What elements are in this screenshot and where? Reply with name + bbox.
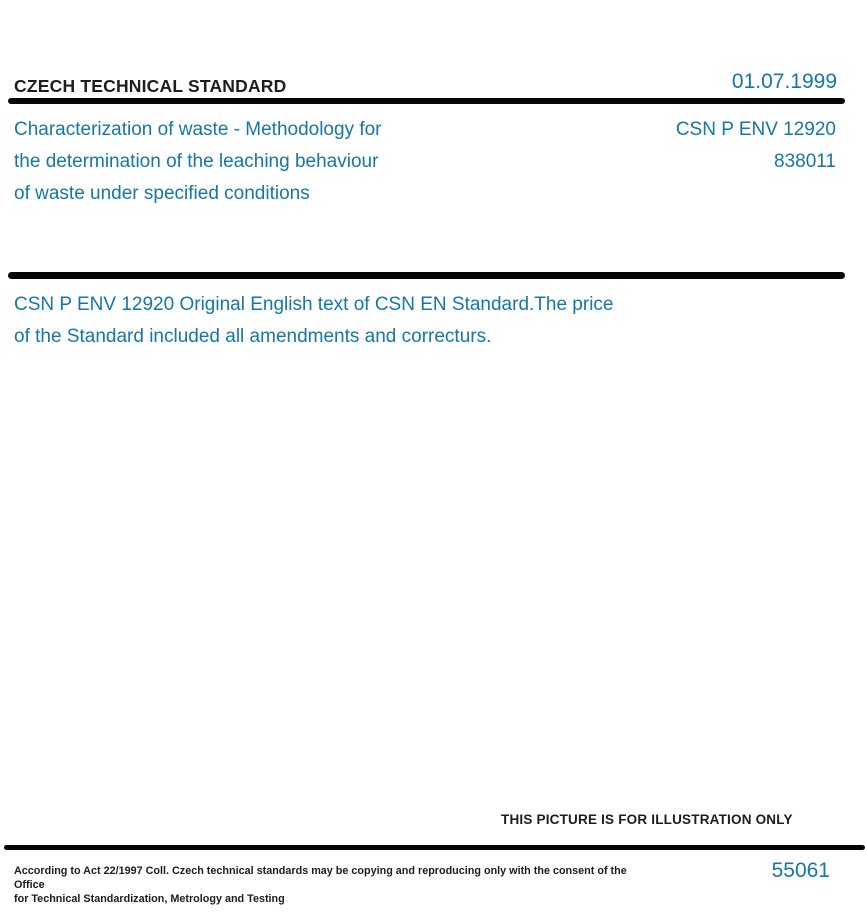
document-header-title: CZECH TECHNICAL STANDARD (14, 76, 287, 96)
standard-title-line: of waste under specified conditions (14, 183, 310, 204)
copyright-notice (14, 864, 634, 906)
standard-description (14, 289, 614, 353)
order-number: 55061 (771, 859, 830, 882)
issue-date: 01.07.1999 (731, 70, 837, 93)
standard-designation-block (676, 114, 836, 178)
standard-designation: CSN P ENV 12920 (675, 119, 836, 140)
copyright-notice-line: According to Act 22/1997 Coll. Czech technical standards may be copying and reproducing only with the consent of the Office (14, 865, 627, 891)
standard-title-line: Characterization of waste - Methodology for (14, 119, 382, 140)
copyright-notice-line: for Technical Standardization, Metrology and Testing (14, 893, 285, 905)
footer-divider-rule (4, 845, 865, 850)
illustration-only-note: THIS PICTURE IS FOR ILLUSTRATION ONLY (501, 812, 793, 827)
standard-title-line: the determination of the leaching behaviour (14, 151, 379, 172)
standard-description-line: of the Standard included all amendments and correcturs. (14, 326, 492, 347)
standard-title (14, 114, 382, 210)
standard-class-number: 838011 (774, 151, 836, 172)
header-divider-rule (8, 98, 845, 104)
title-divider-rule (8, 272, 845, 279)
standard-description-line: CSN P ENV 12920 Original English text of CSN EN Standard.The price (14, 294, 614, 315)
